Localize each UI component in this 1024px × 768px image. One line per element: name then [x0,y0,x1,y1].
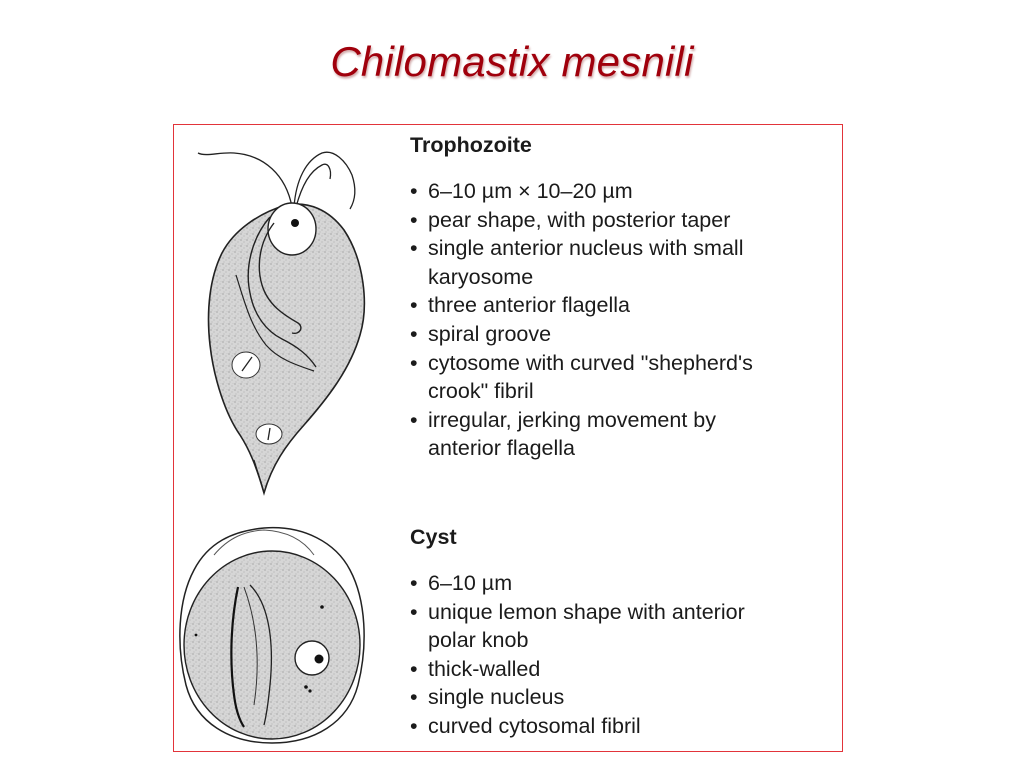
cyst-heading: Cyst [410,525,457,549]
cyst-nucleus [295,641,329,675]
cyst-feature-list [410,569,745,741]
list-item: • irregular, jerking movement by anterior flagella [410,406,753,463]
trophozoite-drawing [198,152,364,493]
flagellum-3 [296,164,331,207]
list-item: • thick-walled [410,655,745,684]
cyst-description [410,523,745,741]
karyosome [291,219,299,227]
list-item: • pear shape, with posterior taper [410,206,753,235]
trophozoite-description [410,131,753,463]
flagellum-2 [294,152,355,209]
list-item: • unique lemon shape with anterior polar knob [410,598,745,655]
list-item: • 6–10 µm [410,569,745,598]
list-item: • single nucleus [410,683,745,712]
cyst-drawing [180,528,364,743]
list-item: • cytosome with curved "shepherd's crook" fibril [410,349,753,406]
list-item: • single anterior nucleus with small karyosome [410,234,753,291]
trophozoite-heading: Trophozoite [410,133,532,157]
flagellum-1 [198,153,292,207]
trophozoite-feature-list [410,177,753,463]
slide-title: Chilomastix mesnili [330,38,694,85]
list-item: • 6–10 µm × 10–20 µm [410,177,753,206]
cyst-body [184,551,360,739]
anterior-nucleus [268,203,316,255]
list-item: • spiral groove [410,320,753,349]
list-item: • three anterior flagella [410,291,753,320]
figure-panel [173,124,843,752]
cyst-karyosome [315,655,324,664]
list-item: • curved cytosomal fibril [410,712,745,741]
